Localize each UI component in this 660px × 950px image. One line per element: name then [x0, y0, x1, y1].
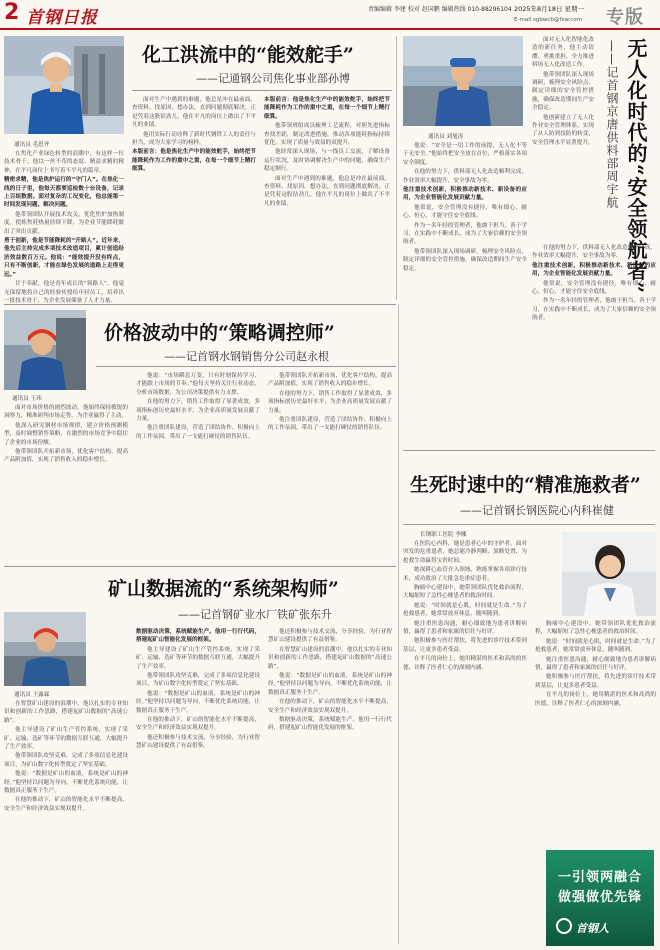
divider: [96, 366, 396, 367]
paragraph: 面对无人化智能化改造的新任务，他主动请缨、勇挑重担，全力推进料场无人化改造工作。: [532, 37, 594, 69]
contact-email: E-mail sgbwcb@fxw.com: [514, 17, 583, 23]
paragraph: 他带领班组成员梳理工艺流程，对照先进指标查找差距，制定改进措施，推动各项能耗指标持续优化，实现了质量与效益的双提升。: [264, 123, 390, 147]
paragraph: 本版前言：他是焦化生产中的能效舵手，始终把节能降耗作为工作的重中之重，在每一个细节上精打细算。: [132, 149, 256, 173]
photo-zhao-yonggen: [4, 310, 86, 390]
paragraph: 精密求精，他是焦炉运行的“守门人”。在焦化一线的日子里，他每天都要巡检数十台设备，记录上百组数据。面对复杂的工况变化，他总能第一时间发现问题、解决问题。: [4, 177, 124, 209]
photo-zhou-yuhang: [403, 36, 523, 126]
section-divider: [403, 450, 655, 451]
paragraph: 面对生产中遇到的难题，他总是冲在最前面，查资料、找原因、想办法，直到问题彻底解决。正是凭着这股钻劲儿，他在平凡的岗位上做出了不平凡的业绩。: [264, 175, 390, 207]
paragraph: 在智慧矿山建设的浪潮中，他以扎实的专业知识和创新的工作思路，搭建起矿山数据的“高速公路”。: [4, 701, 128, 724]
paragraph: 他主导建设了矿山生产管控系统，实现了采矿、运输、选矿等环节的数据互联互通，大幅提升了生产效率。: [136, 646, 260, 670]
paragraph: 面对市场价格的剧烈波动，他始终保持敏锐的洞察力，精准研判市场走势，为企业赢得了主动。: [4, 405, 128, 420]
article-body: [535, 620, 656, 844]
paragraph: 他说：“市场瞬息万变，只有时刻保持学习，才能跟上市场的节奏。”他每天坚持关注行业动态，分析市场数据，为公司决策提供有力支撑。: [136, 373, 260, 396]
page-number: 2: [4, 0, 20, 25]
paragraph: 他经常深入现场，与一线员工交流，了解设备运行状况，及时协调解决生产中的问题，确保生产稳定顺行。: [264, 149, 390, 173]
promo-slogan-1: 一引领两融合: [557, 870, 642, 885]
paragraph: 在他的推动下，矿山的智能化水平不断提高，安全生产和经济效益实现双提升。: [268, 699, 392, 714]
photo-sun-bo: [4, 36, 124, 134]
paragraph: 勇于创新，他是节能降耗的“开路人”。近年来，他先后主持完成多项技术改造项目，累计创造经济效益数百万元。他说：“能效提升没有终点，只有不断创新，才能在绿色发展的道路上走得更远。”: [4, 238, 124, 278]
paragraph: 数据驱动决策，系统赋能生产。他用一行行代码，搭建起矿山智能化发展的框架。: [268, 717, 392, 732]
paragraph: 在平凡的岗位上，她用精湛的医术和高尚的医德，诠释了医者仁心的深刻内涵。: [535, 692, 656, 707]
paragraph: 他注重技术创新，积极推动新技术、新设备的应用，为企业智能化发展贡献力量。: [403, 187, 527, 202]
subheadline: ——记首钢长钢医院心内科崔健: [460, 504, 614, 517]
article-body: [403, 540, 527, 842]
headline: 化工洪流中的“能效舵手”: [142, 44, 354, 66]
promo-slogan-2: 做强做优先锋: [557, 890, 642, 905]
paragraph: 他说：“数据是矿山的血液，系统是矿山的神经。”他坚持以问题为导向，不断优化系统功能，让数据真正服务于生产。: [268, 673, 392, 696]
paragraph: 他注重团队建设，营造了团结协作、积极向上的工作氛围，带出了一支能打硬仗的销售队伍。: [268, 417, 392, 432]
photo-cui-jian: [562, 532, 656, 616]
headline-vertical: 无人化时代的“安全领航者”: [624, 38, 648, 295]
paragraph: 他带领团队深入现场调研，梳理安全风险点，制定详细的安全管控措施，确保改造期间生产安全稳定。: [403, 248, 527, 272]
article-body: [268, 628, 392, 942]
editor-info: 责编编辑 李建 校对 赵国鹏 编辑热线 010-88296104: [368, 6, 512, 13]
subheadline-vertical: ——记首钢京唐供料部周宇航: [605, 40, 619, 209]
paragraph: 他常说，安全管理没有捷径，唯有细心、耐心、恒心，才能守住安全底线。: [403, 204, 527, 220]
promo-brand: 首钢人: [576, 922, 609, 935]
paragraph: 他说：“数据是矿山的血液，系统是矿山的神经。”他坚持以问题为导向，不断优化系统功能，让数据真正服务于生产。: [4, 771, 128, 795]
paragraph: 本版前言：他是焦化生产中的能效舵手，始终把节能降耗作为工作的重中之重，在每一个细节上精打细算。: [264, 97, 390, 120]
headline: 生死时速中的“精准施救者”: [410, 474, 641, 496]
paragraph: 在他的推动下，矿山的智能化水平不断提高，安全生产和经济效益实现双提升。: [4, 797, 128, 812]
column-divider: [396, 36, 397, 300]
column-divider: [398, 304, 399, 944]
subheadline: ——记首钢水钢销售分公司赵永根: [164, 350, 329, 363]
paragraph: 在他的努力下，供料部无人化改造顺利完成，作业效率大幅提升，安全事故为零。: [403, 169, 527, 184]
photo-caption: 通讯员 王露霖: [14, 692, 50, 698]
paragraph: 他创新建立了无人化作业安全管理体系，实现了从人防到技防的转变，安全管理水平显著提升。: [532, 114, 594, 146]
paragraph: 在他的推动下，矿山的智能化水平不断提高，安全生产和经济效益实现双提升。: [136, 717, 260, 732]
paragraph: 在医院心内科，她是患者心中的守护者。面对突发的危重患者，她总能冷静判断、果断处置，为抢救生命赢得宝贵时间。: [403, 541, 527, 564]
paper-name: 首钢日报: [26, 8, 98, 28]
headline: 矿山数据流的“系统架构师”: [108, 578, 339, 600]
paragraph: 他带领团队开展技术攻关，优化焦炉加热制度，使炼焦耗热量持续下降，为企业节能降耗做出了突出贡献。: [4, 211, 124, 235]
photo-caption: 通讯员 王玮: [12, 396, 42, 402]
brand-logo-icon: [556, 918, 572, 934]
paragraph: 他说：“安全是一切工作的前提，无人化不等于无安全。”他始终把安全放在首位，严格落实各项安全制度。: [403, 143, 527, 166]
paragraph: 她说：“时间就是心肌，时间就是生命。”为了抢救患者，她常常放弃休息，随叫随到。: [535, 638, 656, 654]
headline: 价格波动中的“策略调控师”: [104, 322, 335, 344]
paragraph: 作为一名年轻的管理者，他敢于担当、善于学习，在实践中不断成长，成为了大家信赖的安全领航者。: [532, 298, 656, 322]
article-body: [4, 150, 124, 304]
paragraph: 在焦化产业绿色转型的浪潮中，有这样一位技术骨干。他以一丝不苟的态度、精益求精的精神，在平凡岗位上书写着不平凡的篇章。: [4, 151, 124, 174]
paragraph: 甘于奉献，他是青年成长的“领路人”。他毫无保留地将自己的经验传授给年轻员工，培养出一批技术骨干，为企业发展储备了人才力量。: [4, 281, 124, 304]
paragraph: 他主导建设了矿山生产管控系统，实现了采矿、运输、选矿等环节的数据互联互通，大幅提升了生产效率。: [4, 727, 128, 751]
paragraph: 胸痛中心建设中，她带领团队优化救治流程，大幅缩短了急性心梗患者的救治时间。: [535, 621, 656, 636]
paragraph: 他还积极参与技术交流，分享经验，为行业智慧矿山建设提供了有益借鉴。: [136, 734, 260, 750]
paragraph: 他用实际行动诠释了新时代钢铁工人的责任与担当，成为大家学习的榜样。: [132, 131, 256, 147]
article-body: [4, 700, 128, 942]
paragraph: 她注重医患沟通，耐心细致地为患者讲解病情，赢得了患者和家属的信任与好评。: [535, 656, 656, 672]
paragraph: 她深耕心血管介入领域，熟练掌握各项诊疗技术，成功救治了大批急危重症患者。: [403, 567, 527, 582]
article-body: [4, 404, 128, 524]
paragraph: 他注重团队建设，营造了团结协作、积极向上的工作氛围，带出了一支能打硬仗的销售队伍。: [136, 425, 260, 440]
article-body: [532, 244, 656, 442]
paragraph: 在他的努力下，销售工作取得了显著成效，多项指标创历史最好水平，为企业高质量发展贡献了力量。: [268, 390, 392, 414]
paragraph: 在平凡的岗位上，她用精湛的医术和高尚的医德，诠释了医者仁心的深刻内涵。: [403, 656, 527, 671]
paragraph: 在他的努力下，销售工作取得了显著成效，多项指标创历史最好水平，为企业高质量发展贡献了力量。: [136, 399, 260, 423]
paragraph: 他说：“数据是矿山的血液，系统是矿山的神经。”他坚持以问题为导向，不断优化系统功能，让数据真正服务于生产。: [136, 690, 260, 714]
article-body: [136, 628, 260, 942]
paragraph: 他带领团队深入现场调研，梳理安全风险点，制定详细的安全管控措施，确保改造期间生产安全稳定。: [532, 71, 594, 112]
subheadline: ——记通钢公司焦化事业部孙博: [196, 72, 350, 85]
paragraph: 他还积极参与技术交流，分享经验，为行业智慧矿山建设提供了有益借鉴。: [268, 629, 392, 644]
article-body: [403, 142, 527, 442]
paragraph: 数据驱动决策，系统赋能生产。他用一行行代码，搭建起矿山智能化发展的框架。: [136, 629, 260, 644]
article-body: [264, 96, 390, 296]
section-divider: [4, 304, 396, 305]
paragraph: 他带领团队开拓新市场，优化客户结构，提高产品附加值，实现了销售收入的稳步增长。: [268, 373, 392, 388]
article-body: [532, 36, 594, 236]
section-divider: [4, 566, 396, 567]
paragraph: 在他的努力下，供料部无人化改造顺利完成，作业效率大幅提升，安全事故为零。: [532, 245, 656, 260]
paragraph: 她说：“时间就是心肌，时间就是生命。”为了抢救患者，她常常放弃休息，随叫随到。: [403, 602, 527, 618]
paragraph: 作为一名年轻的管理者，他敢于担当、善于学习，在实践中不断成长，成为了大家信赖的安全领航者。: [403, 222, 527, 246]
paragraph: 他带领团队开拓新市场，优化客户结构，提高产品附加值，实现了销售收入的稳步增长。: [4, 449, 128, 464]
article-body: [132, 96, 256, 296]
divider: [403, 524, 655, 525]
photo-caption: 长钢职工医院 李娜: [420, 532, 467, 538]
issue-date: 2025年8月18日 星期一: [514, 5, 585, 13]
masthead: [0, 0, 660, 30]
paragraph: 他深入研究钢材市场规律，建立价格预测模型，及时调整销售策略，在激烈的市场竞争中稳住了企业的市场份额。: [4, 422, 128, 446]
divider: [132, 90, 392, 91]
subheadline: ——记首钢矿业水厂铁矿张东升: [178, 608, 332, 621]
paragraph: 他带领团队攻坚克难，完成了多项信息化建设项目，为矿山数字化转型奠定了坚实基础。: [136, 673, 260, 688]
paragraph: 她积极参与医疗帮扶，将先进的诊疗技术带到基层，让更多患者受益。: [535, 674, 656, 689]
paragraph: 她积极参与医疗帮扶，将先进的诊疗技术带到基层，让更多患者受益。: [403, 638, 527, 653]
paragraph: 他注重技术创新，积极推动新技术、新设备的应用，为企业智能化发展贡献力量。: [532, 262, 656, 278]
paragraph: 胸痛中心建设中，她带领团队优化救治流程，大幅缩短了急性心梗患者的救治时间。: [403, 585, 527, 600]
photo-caption: 通讯员 毛思齐: [14, 142, 50, 148]
paragraph: 她注重医患沟通，耐心细致地为患者讲解病情，赢得了患者和家属的信任与好评。: [403, 620, 527, 636]
paragraph: 他常说，安全管理没有捷径，唯有细心、耐心、恒心，才能守住安全底线。: [532, 280, 656, 296]
paragraph: 面对生产中遇到的难题，他总是冲在最前面，查资料、找原因、想办法，直到问题彻底解决。正是凭着这股钻劲儿，他在平凡的岗位上做出了不平凡的业绩。: [132, 97, 256, 129]
promo-banner: [546, 850, 654, 946]
photo-zhang-dongsheng: [4, 612, 86, 686]
article-body: [268, 372, 392, 524]
photo-caption: 通讯员 刘旭涛: [428, 134, 464, 140]
paragraph: 他带领团队攻坚克难，完成了多项信息化建设项目，为矿山数字化转型奠定了坚实基础。: [4, 753, 128, 768]
paragraph: 在智慧矿山建设的浪潮中，他以扎实的专业知识和创新的工作思路，搭建起矿山数据的“高速公路”。: [268, 646, 392, 670]
article-body: [136, 372, 260, 524]
section-label: 专版: [606, 7, 644, 28]
